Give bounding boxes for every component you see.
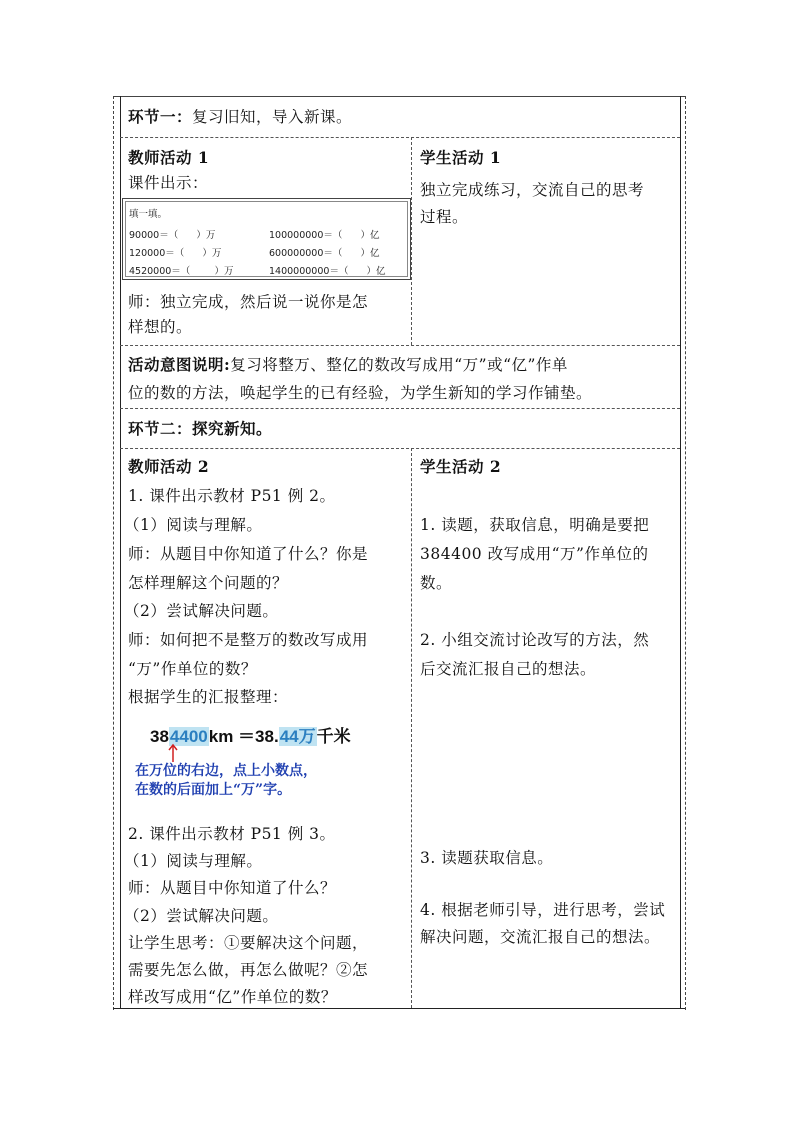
exercise-item: 100000000＝（ ）亿 bbox=[269, 230, 380, 241]
teacher2-line: 让学生思考：①要解决这个问题， bbox=[128, 934, 369, 952]
section1-title: 环节一：复习旧知，导入新课。 bbox=[128, 107, 353, 126]
student2-line: 数。 bbox=[420, 574, 453, 592]
exercise-title: 填一填。 bbox=[129, 209, 168, 220]
table-right-border bbox=[680, 96, 681, 1008]
row-divider bbox=[120, 137, 680, 138]
teacher2-line: 师：从题目中你知道了什么？ bbox=[128, 879, 337, 897]
exercise-item: 600000000＝（ ）亿 bbox=[269, 248, 380, 259]
teacher2-line: 样改写成用“亿”作单位的数？ bbox=[128, 988, 337, 1006]
teacher2-line: 怎样理解这个问题的？ bbox=[128, 574, 289, 592]
method-note-line1: 在万位的右边，点上小数点， bbox=[135, 763, 317, 779]
highlight-result: 44万 bbox=[279, 727, 316, 746]
teacher2-line: 1. 课件出示教材 P51 例 2。 bbox=[128, 487, 336, 505]
teacher-activity2-heading: 教师活动 2 bbox=[128, 457, 210, 476]
teacher-prompt-cont: 样想的。 bbox=[128, 318, 193, 336]
teacher2-line: 根据学生的汇报整理： bbox=[128, 688, 289, 706]
student2-line: 384400 改写成用“万”作单位的 bbox=[420, 545, 649, 563]
teacher-activity1-heading: 教师活动 1 bbox=[128, 148, 210, 167]
teacher2-line: 师：如何把不是整万的数改写成用 bbox=[128, 631, 369, 649]
conversion-formula: 384400km ＝38.44万千米 bbox=[150, 727, 351, 746]
row-divider bbox=[120, 345, 680, 346]
table-left-border bbox=[120, 96, 121, 1008]
student-activity1-text-cont: 过程。 bbox=[420, 208, 469, 226]
exercise-item: 90000＝（ ）万 bbox=[129, 230, 216, 241]
teacher2-line: （2）尝试解决问题。 bbox=[124, 907, 279, 925]
highlight-digits: 4400 bbox=[169, 727, 208, 746]
student-activity1-heading: 学生活动 1 bbox=[420, 148, 502, 167]
exercise-item: 120000＝（ ）万 bbox=[129, 248, 222, 259]
courseware-label: 课件出示： bbox=[128, 174, 209, 192]
teacher2-line: 需要先怎么做，再怎么做呢？②怎 bbox=[128, 961, 369, 979]
exercise-item: 1400000000＝（ ）亿 bbox=[269, 266, 386, 277]
teacher2-line: 2. 课件出示教材 P51 例 3。 bbox=[128, 825, 336, 843]
student2-line: 3. 读题获取信息。 bbox=[420, 849, 554, 867]
intent-line2: 位的数的方法，唤起学生的已有经验，为学生新知的学习作铺垫。 bbox=[128, 384, 593, 402]
exercise-item: 4520000＝（ ）万 bbox=[129, 266, 234, 277]
section2-title: 环节二：探究新知。 bbox=[128, 419, 273, 438]
teacher2-line: 师：从题目中你知道了什么？你是 bbox=[128, 545, 369, 563]
student2-line: 后交流汇报自己的想法。 bbox=[420, 660, 597, 678]
method-note-line2: 在数的后面加上“万”字。 bbox=[135, 782, 292, 798]
column-divider bbox=[411, 448, 412, 1008]
row-divider bbox=[120, 448, 680, 449]
teacher2-line: （2）尝试解决问题。 bbox=[124, 602, 279, 620]
exercise-box bbox=[122, 198, 411, 280]
student-activity1-text: 独立完成练习，交流自己的思考 bbox=[420, 181, 645, 199]
student2-line: 解决问题，交流汇报自己的想法。 bbox=[420, 928, 661, 946]
teacher2-line: （1）阅读与理解。 bbox=[124, 852, 263, 870]
student2-line: 1. 读题，获取信息，明确是要把 bbox=[420, 516, 650, 534]
column-divider bbox=[411, 137, 412, 345]
teacher2-line: （1）阅读与理解。 bbox=[124, 516, 263, 534]
row-divider bbox=[120, 408, 680, 409]
student-activity2-heading: 学生活动 2 bbox=[420, 457, 502, 476]
teacher2-line: “万”作单位的数？ bbox=[128, 660, 257, 678]
teacher-prompt: 师：独立完成，然后说一说你是怎 bbox=[128, 293, 369, 311]
student2-line: 2. 小组交流讨论改写的方法，然 bbox=[420, 631, 650, 649]
intent-line1: 活动意图说明:复习将整万、整亿的数改写成用“万”或“亿”作单 bbox=[128, 355, 568, 374]
student2-line: 4. 根据老师引导，进行思考，尝试 bbox=[420, 901, 666, 919]
